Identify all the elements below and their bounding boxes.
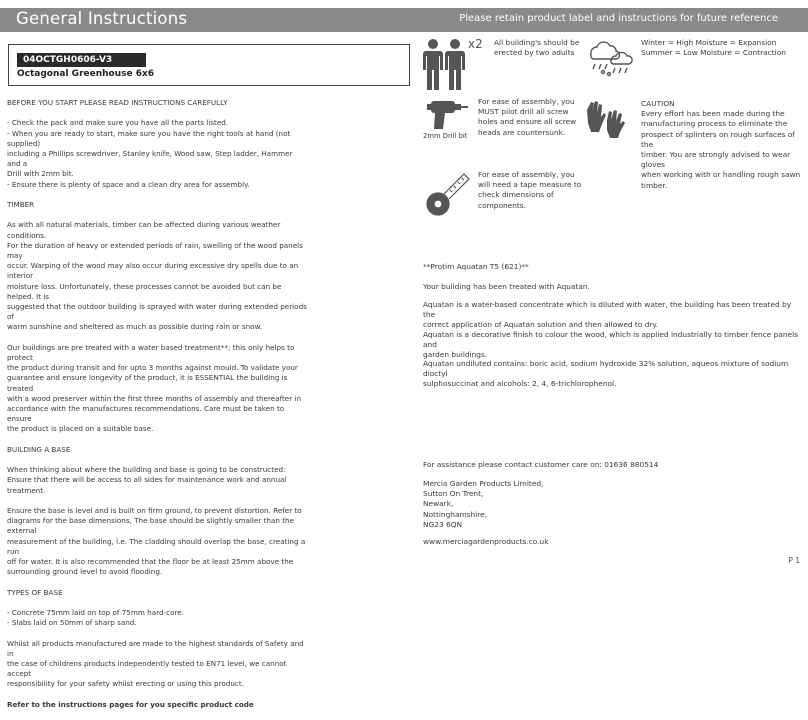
product-label-box (8, 44, 410, 86)
text-line: Aquatan is a decorative finish to colour the wood, which is applied industrially to timber fence panels and (423, 330, 799, 350)
text-line: correct application of Aquatan solution and then allowed to dry. (423, 320, 659, 330)
product-code: 04OCTGH0606-V3 (17, 53, 146, 67)
text-line: BEFORE YOU START PLEASE READ INSTRUCTIONS CAREFULLY (7, 98, 228, 107)
text-line: Mercia Garden Products Limited, (423, 479, 544, 488)
text-line: accordance with the manufactures recommendations. Care must be taken to ensure (7, 404, 285, 424)
aquatan-contents (423, 359, 803, 390)
text-line: diagrams for the base dimensions, The base should be slightly smaller than the external (7, 516, 294, 536)
text-line: will need a tape measure to (478, 180, 582, 190)
text-line: Refer to the instructions pages for you specific product code (7, 699, 254, 709)
text-line: when working with or handling rough sawn (641, 170, 801, 180)
text-line: prospect of splinters on rough surfaces of the (641, 129, 795, 149)
text-line: Winter = High Moisture = Expansion (641, 38, 777, 47)
instructions-column (7, 98, 307, 720)
text-line: NG23 6QN (423, 519, 463, 529)
text-line: TYPES OF BASE (7, 587, 63, 597)
text-line: treatment. (7, 485, 46, 495)
header-bar (0, 8, 808, 32)
text-line: the product is placed on a suitable base. (7, 424, 154, 434)
text-line: responsibility for your safety whilst erecting or using this product. (7, 679, 244, 689)
pilot-drill-note (478, 97, 576, 138)
text-line: TIMBER (7, 200, 35, 209)
product-name: Octagonal Greenhouse 6x6 (17, 69, 155, 79)
text-line: off for water. It is also recommended that the floor be at least 25mm above the (7, 557, 294, 567)
text-line: As with all natural materials, timber can be affected during various weather conditions. (7, 220, 281, 240)
base-level-paragraph (7, 506, 307, 577)
text-line: All building's should be (494, 38, 580, 47)
text-line: erected by two adults (494, 48, 575, 58)
text-line: moisture loss. Unfortunately, these processes cannot be avoided but can be helped. It is (7, 281, 282, 301)
text-line: occur. Warping of the wood may also occur during excessive dry spells due to an interior (7, 261, 299, 281)
text-line: heads are countersunk. (478, 127, 566, 137)
text-line: Whilst all products manufactured are made to the highest standards of Safety and in (7, 638, 304, 658)
text-line: holes and ensure all screw (478, 117, 577, 127)
text-line: - When you are ready to start, make sure you have the right tools at hand (not supplied) (7, 128, 291, 148)
drill-bit-label: 2mm Drill bit (423, 132, 468, 140)
caution-note (641, 99, 808, 191)
text-line: Aquatan undiluted contains: boric acid, sodium hydroxide 32% solution, aqueos mixture of sodium dioctyl (423, 359, 789, 379)
text-line: sulphosuccinat and alcohols: 2, 4, 6-trichlorophenol. (423, 379, 617, 389)
text-line: the case of childrens products independently tested to EN71 level, we cannot accept (7, 659, 287, 679)
text-line: manufacturing process to eliminate the (641, 119, 788, 129)
text-line: Sutton On Trent, (423, 489, 484, 499)
text-line: Ensure that there will be access to all sides for maintenance work and annual (7, 475, 287, 485)
text-line: When thinking about where the building and base is going to be constructed: (7, 465, 286, 475)
aquatan-decorative (423, 330, 803, 361)
company-address (423, 479, 803, 530)
header-note: Please retain product label and instructions for future reference (459, 13, 778, 24)
gloves-icon (581, 98, 631, 144)
refer-instructions-note (7, 700, 307, 710)
checklist-paragraph (7, 118, 307, 189)
text-line: check dimensions of (478, 190, 554, 200)
weather-cloud-icon (583, 38, 633, 78)
section-building-a-base (7, 445, 307, 455)
text-line: MUST pilot drill all screw (478, 107, 569, 117)
text-line: Nottinghamshire, (423, 509, 488, 519)
text-line: For ease of assembly, you (478, 97, 575, 106)
text-line: guarantee and ensure longevity of the product, it is ESSENTIAL the building is treated (7, 373, 288, 393)
persons-count: x2 (468, 37, 483, 51)
aquatan-title: **Protim Aquatan T5 (621)** (423, 262, 529, 271)
section-timber (7, 200, 307, 210)
treatment-paragraph (7, 343, 307, 435)
text-line: BUILDING A BASE (7, 444, 71, 454)
text-line: Drill with 2mm bit. (7, 169, 74, 179)
text-line: measurement of the building, i.e. The cladding should overlap the base, creating a run (7, 536, 306, 556)
safety-paragraph (7, 639, 307, 690)
text-line: surrounding ground level to avoid flooding. (7, 567, 163, 577)
customer-care-line: For assistance please contact customer care on: 01636 880514 (423, 460, 659, 469)
text-line: the product during transit and for upto 3 months against mould. To validate your (7, 363, 298, 373)
tape-measure-note (478, 170, 581, 211)
timber-paragraph (7, 220, 307, 332)
text-line: Newark, (423, 499, 454, 509)
aquatan-water-based (423, 300, 803, 331)
text-line: - Ensure there is plenty of space and a clean dry area for assembly. (7, 179, 250, 189)
text-line: For ease of assembly, you (478, 170, 575, 179)
drill-icon (425, 97, 469, 133)
page-title: General Instructions (16, 9, 188, 28)
text-line: timber. (641, 180, 668, 190)
base-access-paragraph (7, 465, 307, 496)
text-line: Every effort has been made during the (641, 109, 785, 119)
text-line: Ensure the base is level and is built on firm ground, to prevent distortion. Refer to (7, 506, 302, 516)
website-link[interactable]: www.merciagardenproducts.co.uk (423, 537, 549, 546)
text-line: warm sunshine and sheltered as much as possible during rain or snow. (7, 322, 263, 332)
text-line: timber. You are strongly advised to wear gloves (641, 150, 791, 170)
text-line: - Check the pack and make sure you have all the parts listed. (7, 118, 229, 128)
text-line: CAUTION (641, 99, 675, 108)
text-line: suggested that the outdoor building is sprayed with water during extended periods of (7, 302, 307, 322)
page-number: P 1 (788, 556, 800, 565)
section-types-of-base (7, 588, 307, 598)
text-line: - Concrete 75mm laid on top of 75mm hard-core. (7, 608, 184, 618)
text-line: garden buildings. (423, 350, 488, 360)
text-line: - Slabs laid on 50mm of sharp sand. (7, 618, 137, 628)
tape-measure-icon (424, 170, 472, 218)
text-line: including a Phillips screwdriver, Stanley knife, Wood saw, Step ladder, Hammer and a (7, 149, 293, 169)
base-types-list (7, 608, 307, 628)
text-line: Aquatan is a water-based concentrate which is diluted with water, the building has been treated by the (423, 300, 792, 320)
text-line: with a wood preserver within the first three months of assembly and thereafter in (7, 393, 302, 403)
two-adults-note (494, 38, 579, 58)
section-before-you-start (7, 98, 307, 108)
aquatan-treated-line: Your building has been treated with Aquatan. (423, 282, 590, 291)
text-line: Summer = Low Moisture = Contraction (641, 48, 786, 58)
text-line: For the duration of heavy or extended periods of rain, swelling of the wood panels may (7, 240, 303, 260)
text-line: components. (478, 200, 527, 210)
text-line: Our buildings are pre treated with a water based treatment**; this only helps to protect (7, 342, 295, 363)
moisture-note (641, 38, 786, 58)
two-persons-icon (422, 38, 468, 92)
